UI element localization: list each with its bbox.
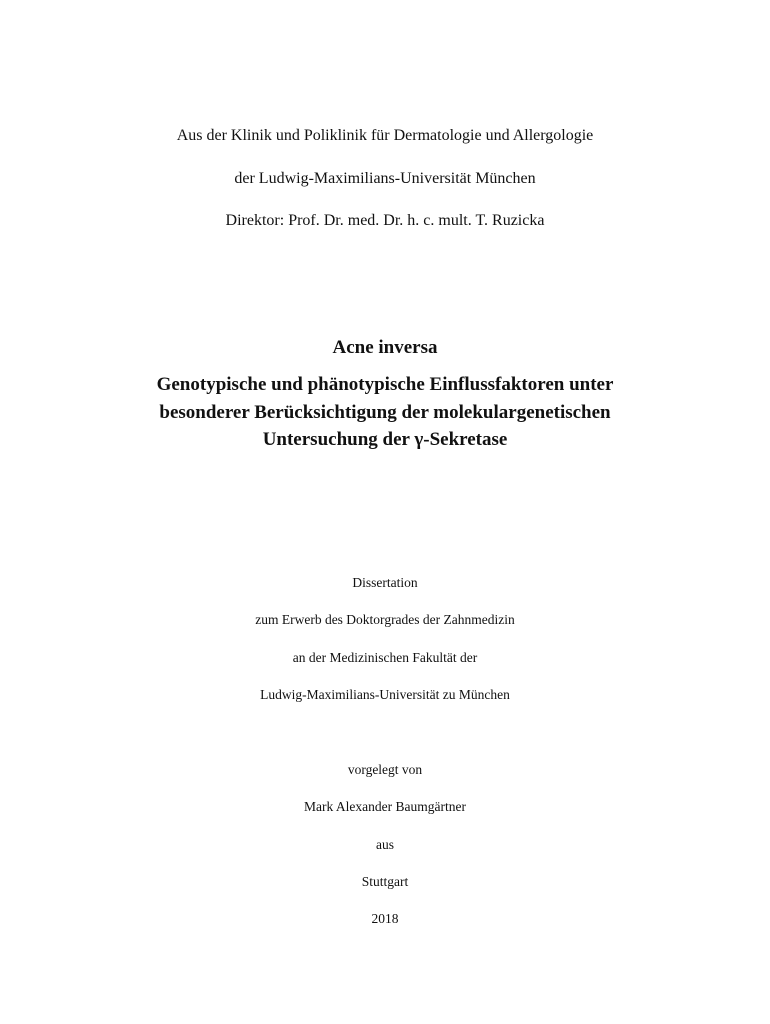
dissertation-label: Dissertation	[352, 575, 418, 590]
dissertation-university: Ludwig-Maximilians-Universität zu München	[260, 687, 510, 702]
clinic-line: Aus der Klinik und Poliklinik für Dermatologie und Allergologie	[176, 127, 594, 144]
university-line: der Ludwig-Maximilians-Universität München	[234, 170, 536, 187]
origin-label: aus	[376, 837, 394, 852]
author-city: Stuttgart	[361, 874, 409, 889]
thesis-subtitle-line-3: Untersuchung der γ-Sekretase	[262, 429, 508, 450]
publication-year: 2018	[371, 911, 399, 926]
director-line: Direktor: Prof. Dr. med. Dr. h. c. mult. T. Ruzicka	[225, 212, 545, 229]
author-name: Mark Alexander Baumgärtner	[304, 799, 466, 814]
thesis-title: Acne inversa	[332, 337, 438, 358]
faculty-line: an der Medizinischen Fakultät der	[292, 650, 478, 665]
thesis-subtitle-line-2: besonderer Berücksichtigung der molekulargenetischen	[159, 402, 611, 423]
presented-by: vorgelegt von	[347, 762, 423, 777]
degree-purpose: zum Erwerb des Doktorgrades der Zahnmedizin	[255, 612, 515, 627]
thesis-subtitle-line-1: Genotypische und phänotypische Einflussfaktoren unter	[156, 374, 614, 395]
